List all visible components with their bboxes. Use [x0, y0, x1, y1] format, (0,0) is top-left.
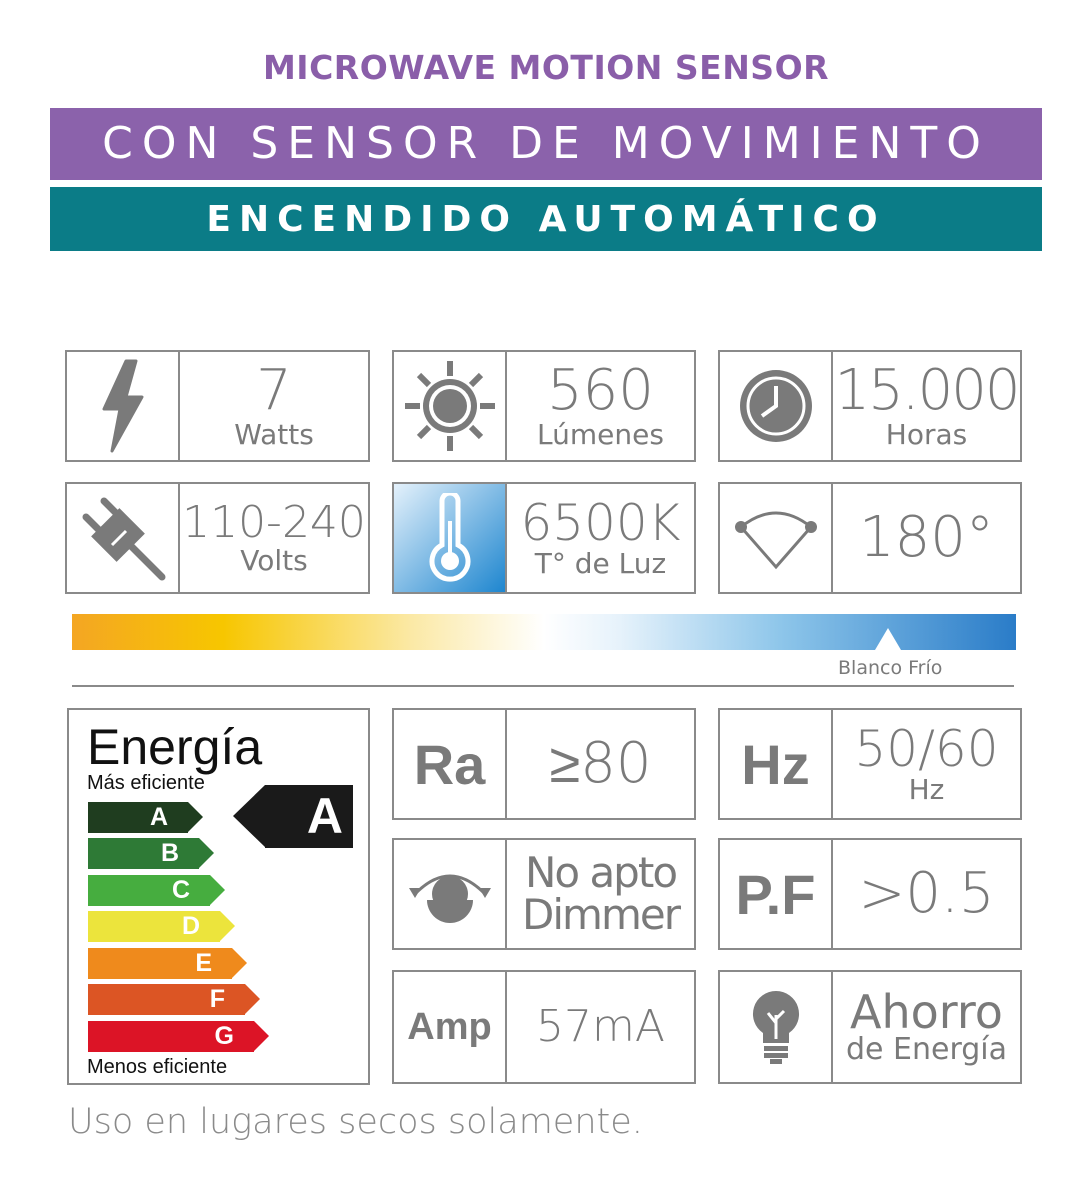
clock-icon — [720, 352, 833, 460]
bulb-icon — [720, 972, 833, 1082]
usage-note: Uso en lugares secos solamente. — [68, 1102, 643, 1142]
frequency-card — [718, 708, 1022, 820]
power-value: 7 — [256, 358, 292, 423]
color-temp-label: Blanco Frío — [838, 657, 943, 679]
color-temp-unit: T° de Luz — [534, 547, 667, 580]
lumens-card — [392, 350, 696, 462]
frequency-value: 50/60 — [854, 720, 999, 778]
power-card — [65, 350, 370, 462]
power-unit: Watts — [234, 418, 314, 451]
voltage-unit: Volts — [240, 544, 308, 577]
beam-angle-icon — [720, 484, 833, 592]
beam-angle-value: 180° — [859, 505, 994, 570]
energy-label — [67, 708, 370, 1085]
power-factor-value: >0.5 — [858, 861, 995, 926]
energy-class-b: B — [88, 838, 199, 869]
motion-sensor-banner: CON SENSOR DE MOVIMIENTO — [50, 108, 1042, 180]
thermometer-icon — [394, 484, 507, 592]
dimmer-line1: No apto — [524, 848, 677, 897]
voltage-value: 110-240 — [182, 497, 366, 548]
energy-class-d: D — [88, 911, 220, 942]
energy-class-a: A — [88, 802, 188, 833]
saving-line1: Ahorro — [850, 985, 1003, 1039]
saving-line2: de Energía — [845, 1032, 1008, 1067]
cri-symbol: Ra — [413, 732, 486, 796]
energy-title: Energía — [87, 719, 263, 775]
dimmer-card — [392, 838, 696, 950]
beam-angle-card — [718, 482, 1022, 594]
color-temp-marker — [875, 628, 901, 650]
dimmer-line2: Dimmer — [522, 890, 679, 939]
energy-less-efficient: Menos eficiente — [87, 1056, 228, 1078]
lifetime-value: 15.000 — [834, 358, 1019, 423]
lumens-unit: Lúmenes — [537, 418, 664, 451]
cri-card — [392, 708, 696, 820]
energy-class-g: G — [88, 1021, 254, 1052]
plug-icon — [67, 484, 180, 592]
auto-on-banner: ENCENDIDO AUTOMÁTICO — [50, 187, 1042, 251]
frequency-symbol: Hz — [741, 732, 810, 796]
power-factor-card — [718, 838, 1022, 950]
frequency-unit: Hz — [908, 773, 945, 806]
lumens-value: 560 — [547, 358, 654, 423]
energy-class-e: E — [88, 948, 232, 979]
current-symbol: Amp — [407, 1005, 492, 1048]
dimmer-icon — [394, 840, 507, 948]
current-value: 57mA — [536, 1001, 665, 1052]
energy-class-c: C — [88, 875, 210, 906]
power-factor-symbol: P.F — [735, 862, 816, 926]
sun-icon — [394, 352, 507, 460]
divider — [72, 685, 1014, 687]
voltage-card — [65, 482, 370, 594]
energy-class-f: F — [88, 984, 245, 1015]
lightning-icon — [67, 352, 180, 460]
product-title: MICROWAVE MOTION SENSOR — [262, 48, 830, 87]
lifetime-unit: Horas — [885, 418, 968, 451]
energy-saving-card — [718, 970, 1022, 1084]
cri-value: ≥80 — [549, 731, 652, 796]
color-temp-value: 6500K — [520, 494, 681, 552]
energy-rating-badge: A — [265, 785, 353, 848]
lifetime-card — [718, 350, 1022, 462]
color-temp-card — [392, 482, 696, 594]
current-card — [392, 970, 696, 1084]
energy-more-efficient: Más eficiente — [87, 772, 205, 794]
